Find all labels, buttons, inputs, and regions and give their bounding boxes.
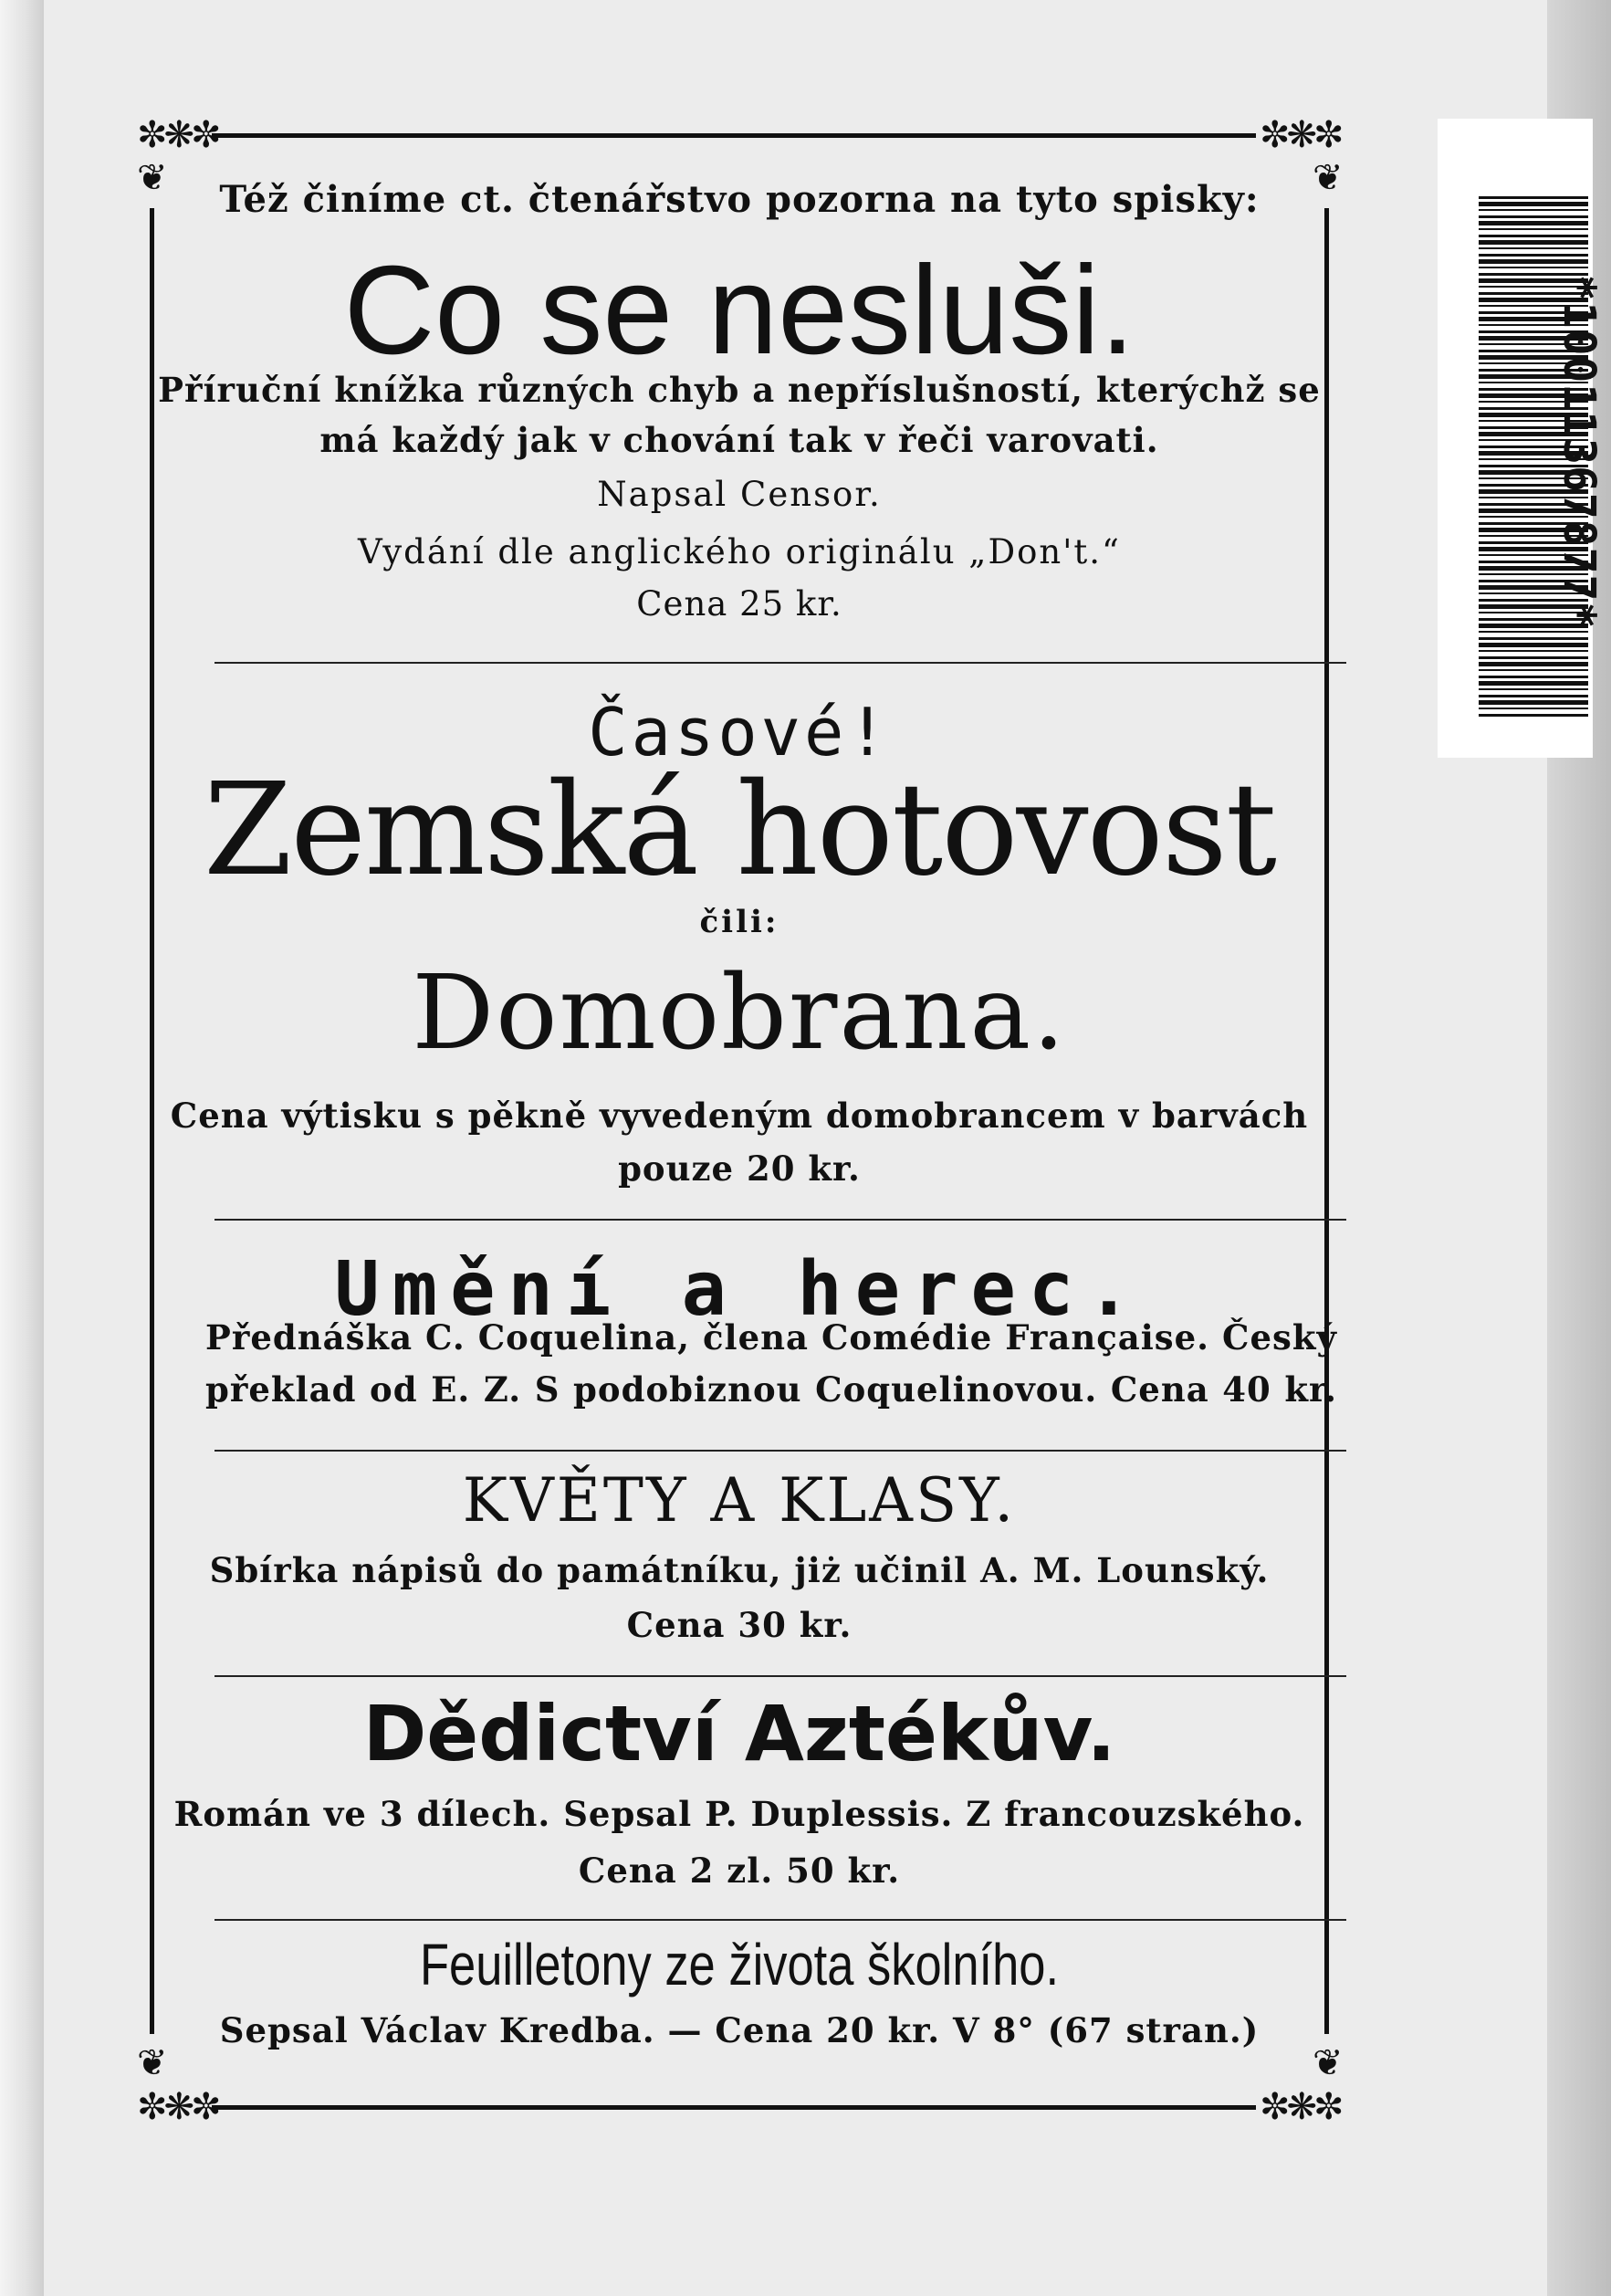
ad1-author: Napsal Censor.	[597, 475, 882, 514]
corner-ornament-icon: ✼❋✼	[1260, 114, 1341, 156]
section-divider	[214, 1450, 1346, 1452]
ad3-line1: Přednáška C. Coquelina, člena Comédie Française. Český	[205, 1317, 1337, 1358]
ad6-title: Feuilletony ze života školního.	[419, 1932, 1060, 1997]
corner-ornament-icon: ❦	[137, 157, 164, 199]
frame-right-border	[1324, 208, 1329, 2034]
frame-bottom-border	[212, 2105, 1256, 2110]
ad4-line2: Cena 30 kr.	[626, 1605, 853, 1645]
page-edge-left	[0, 0, 44, 2296]
ad5-line1: Román ve 3 dílech. Sepsal P. Duplessis. Z francouzského.	[173, 1794, 1305, 1834]
ad1-title: Co se nesluši.	[343, 240, 1135, 381]
advertisement-page	[155, 137, 1337, 2100]
ad3-title: Umění a herec.	[334, 1246, 1145, 1333]
ad2-title: Zemská hotovost	[203, 756, 1275, 905]
corner-ornament-icon: ❦	[1313, 2042, 1340, 2084]
ad2-connector: čili:	[699, 904, 779, 940]
section-divider	[214, 1919, 1346, 1921]
intro-line: Též činíme ct. čtenářstvo pozorna na tyto spisky:	[219, 178, 1260, 221]
ad2-line1: Cena výtisku s pěkně vyvedeným domobrancem v barvách	[170, 1096, 1309, 1136]
section-divider	[214, 662, 1346, 664]
section-divider	[214, 1675, 1346, 1677]
corner-ornament-icon: ✼❋✼	[137, 114, 218, 156]
ad1-line2: má každý jak v chování tak v řeči varovati.	[319, 420, 1159, 460]
ad2-line2: pouze 20 kr.	[618, 1148, 861, 1189]
ad1-price: Cena 25 kr.	[636, 584, 842, 624]
ad1-edition: Vydání dle anglického originálu „Don't.“	[358, 532, 1121, 571]
barcode-number: *10011367877*	[1553, 274, 1605, 630]
frame-left-border	[150, 208, 154, 2034]
ad4-title: KVĚTY A KLASY.	[462, 1465, 1017, 1536]
ad5-line2: Cena 2 zl. 50 kr.	[578, 1850, 901, 1891]
ad2-subtitle: Domobrana.	[412, 954, 1067, 1073]
section-divider	[214, 1219, 1346, 1221]
ad2-kicker: Časové!	[588, 694, 891, 771]
corner-ornament-icon: ✼❋✼	[1260, 2086, 1341, 2128]
ad4-line1: Sbírka nápisů do památníku, jiż učinil A. M. Lounský.	[209, 1550, 1270, 1590]
ad5-title: Dědictví Aztékův.	[362, 1689, 1116, 1778]
corner-ornament-icon: ✼❋✼	[137, 2086, 218, 2128]
corner-ornament-icon: ❦	[137, 2042, 164, 2084]
corner-ornament-icon: ❦	[1313, 157, 1340, 199]
ad3-line2: překlad od E. Z. S podobiznou Coquelinovou. Cena 40 kr.	[205, 1369, 1337, 1410]
ad1-line1: Příruční knížka různých chyb a nepříslušností, kterýchž se	[158, 370, 1321, 410]
ad6-line1: Sepsal Václav Kredba. — Cena 20 kr. V 8° (67 stran.)	[219, 2010, 1260, 2050]
